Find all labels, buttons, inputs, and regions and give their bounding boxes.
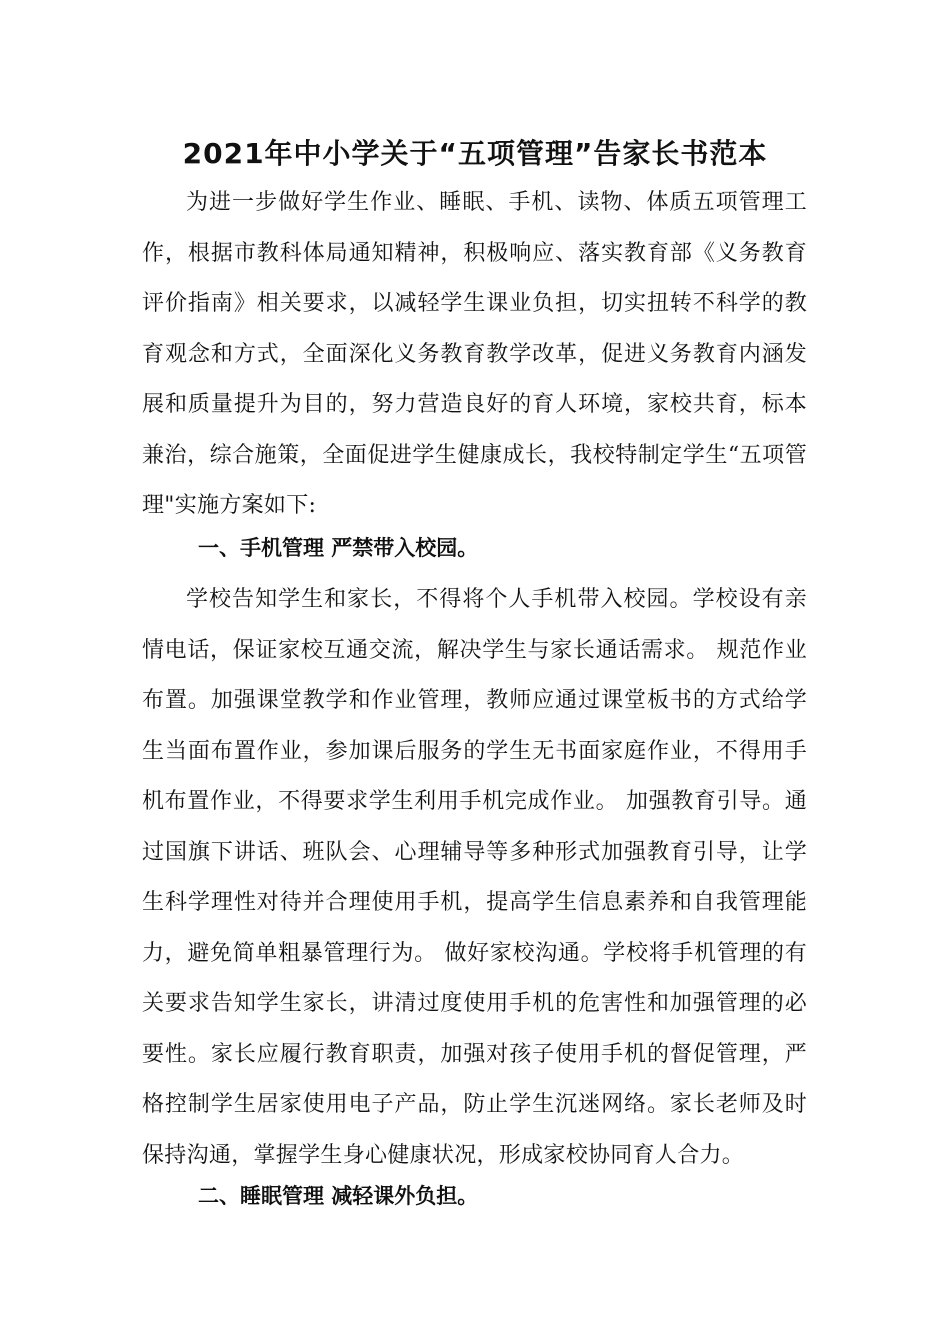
section-heading-sleep: 二、睡眠管理 减轻课外负担。 [198, 1184, 479, 1208]
section-body-phone: 学校告知学生和家长，不得将个人手机带入校园。学校设有亲情电话，保证家校互通交流，解决学生与家长通话需求。 规范作业布置。加强课堂教学和作业管理，教师应通过课堂板书的方式给学生当面布置作业，参加课后服务的学生无书面家庭作业，不得用手机布置作业，不得要求学生利用手机完成作业。 加强教育引导。通过国旗下讲话、班队会、心理辅导等多种形式加强教育引导，让学生科学理性对待并合理使用手机，提高学生信息素养和自我管理能力，避免简单粗暴管理行为。 做好家校沟通。学校将手机管理的有关要求告知学生家长，讲清过度使用手机的危害性和加强管理的必要性。家长应履行教育职责，加强对孩子使用手机的督促管理，严格控制学生居家使用电子产品，防止学生沉迷网络。家长老师及时保持沟通，掌握学生身心健康状况，形成家校协同育人合力。 [142, 587, 807, 1168]
document-title: 2021年中小学关于“五项管理”告家长书范本 [182, 137, 768, 170]
intro-paragraph: 为进一步做好学生作业、睡眠、手机、读物、体质五项管理工作，根据市教科体局通知精神，积极响应、落实教育部《义务教育评价指南》相关要求，以减轻学生课业负担，切实扭转不科学的教育观念和方式，全面深化义务教育教学改革，促进义务教育内涵发展和质量提升为目的，努力营造良好的育人环境，家校共育，标本兼治，综合施策，全面促进学生健康成长，我校特制定学生“五项管理"实施方案如下: [142, 190, 807, 518]
section-heading-phone: 一、手机管理 严禁带入校园。 [198, 536, 479, 560]
